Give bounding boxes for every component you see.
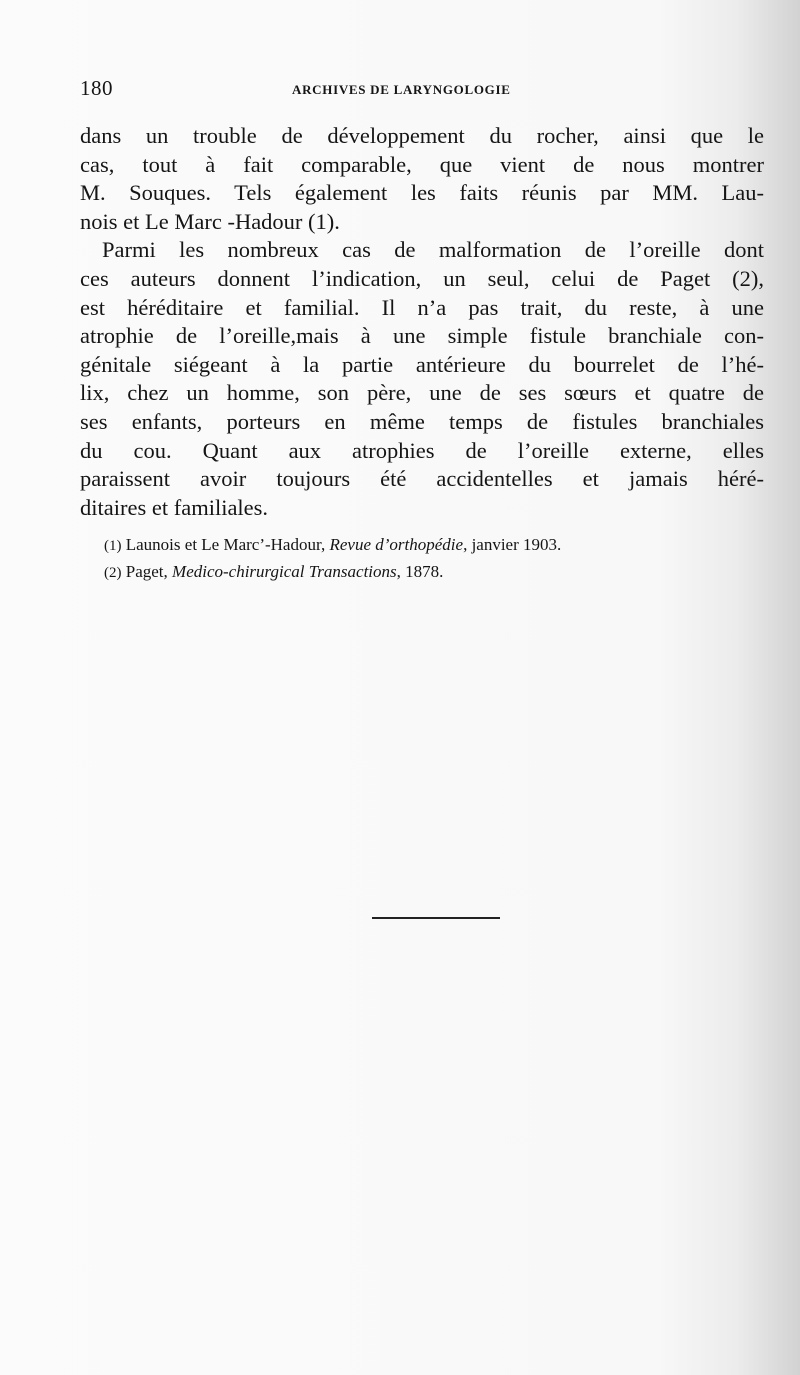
section-end-rule	[372, 917, 500, 919]
footnote-work-title: Medico-chirurgical Transactions	[172, 562, 397, 581]
text-line: paraissent avoir toujours été accidentelles et jamais héré-	[80, 466, 764, 492]
running-title: ARCHIVES DE LARYNGOLOGIE	[292, 82, 511, 97]
footnote-1	[104, 531, 744, 558]
text-line: M. Souques. Tels également les faits réunis par MM. Lau-	[80, 180, 764, 206]
page-header	[80, 76, 760, 104]
text-line: cas, tout à fait comparable, que vient de nous montrer	[80, 151, 764, 177]
text-line: ditaires et familiales.	[80, 494, 269, 520]
footnote-marker: (2)	[104, 565, 122, 581]
paragraph-first-line: Parmi les nombreux cas de malformation de l’oreille dont	[102, 237, 764, 263]
text-line: du cou. Quant aux atrophies de l’oreille externe, elles	[80, 437, 764, 463]
footnote-text: , janvier 1903.	[463, 535, 562, 554]
footnote-text: , 1878.	[396, 562, 444, 581]
footnote-2	[104, 558, 744, 585]
text-line: nois et Le Marc -Hadour (1).	[80, 208, 340, 234]
body-text	[80, 122, 764, 522]
footnote-text: Launois et Le Marc’-Hadour,	[121, 535, 330, 554]
footnotes	[104, 531, 744, 585]
text-line: ses enfants, porteurs en même temps de fistules branchiales	[80, 408, 764, 434]
footnote-work-title: Revue d’orthopédie	[329, 535, 464, 554]
text-line: génitale siégeant à la partie antérieure du bourrelet de l’hé-	[80, 351, 764, 377]
text-line: ces auteurs donnent l’indication, un seul, celui de Paget (2),	[80, 265, 764, 291]
footnote-marker: (1)	[104, 538, 122, 554]
text-line: lix, chez un homme, son père, une de ses sœurs et quatre de	[80, 380, 764, 406]
text-line: dans un trouble de développement du rocher, ainsi que le	[80, 123, 764, 148]
footnote-text: Paget,	[121, 562, 173, 581]
text-line: est héréditaire et familial. Il n’a pas trait, du reste, à une	[80, 294, 764, 320]
text-line: atrophie de l’oreille,mais à une simple fistule branchiale con-	[80, 323, 764, 349]
page-number: 180	[80, 76, 113, 100]
